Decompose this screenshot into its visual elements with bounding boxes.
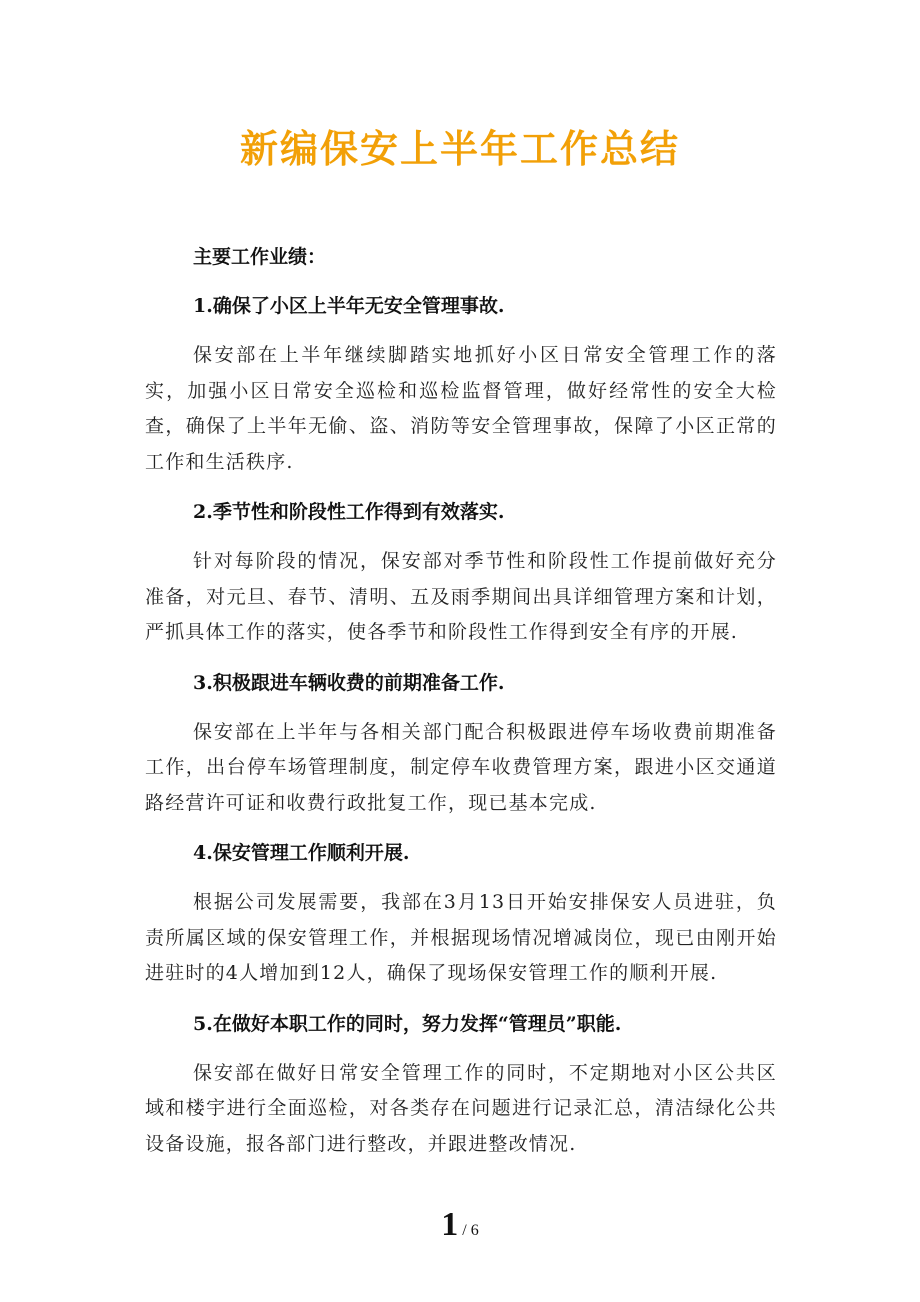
section-heading: 1.确保了小区上半年无安全管理事故.: [193, 295, 505, 317]
section-paragraph: 根据公司发展需要，我部在3月13日开始安排保安人员进驻，负责所属区域的保安管理工作，并根据现场情况增减岗位，现已由刚开始进驻时的4人增加到12人，确保了现场保安管理工作的顺利开展.: [145, 891, 777, 984]
document-body: [145, 240, 777, 1177]
page-total: / 6: [458, 1222, 479, 1239]
section-heading: 主要工作业绩：: [193, 246, 327, 268]
page-number: 1: [441, 1206, 459, 1243]
section-paragraph: 保安部在上半年与各相关部门配合积极跟进停车场收费前期准备工作，出台停车场管理制度，制定停车收费管理方案，跟进小区交通道路经营许可证和收费行政批复工作，现已基本完成.: [145, 720, 777, 814]
section-heading: 5.在做好本职工作的同时，努力发挥“管理员”职能.: [193, 1012, 622, 1035]
section-heading: 2.季节性和阶段性工作得到有效落实.: [193, 501, 505, 523]
section-paragraph: 保安部在做好日常安全管理工作的同时，不定期地对小区公共区域和楼宇进行全面巡检，对各类存在问题进行记录汇总，清洁绿化公共设备设施，报各部门进行整改，并跟进整改情况.: [145, 1061, 777, 1155]
page-footer: [0, 1206, 920, 1244]
document-title: 新编保安上半年工作总结: [239, 126, 680, 171]
section-heading: 3.积极跟进车辆收费的前期准备工作.: [193, 671, 505, 694]
section-paragraph: 针对每阶段的情况，保安部对季节性和阶段性工作提前做好充分准备，对元旦、春节、清明、五及雨季期间出具详细管理方案和计划，严抓具体工作的落实，使各季节和阶段性工作得到安全有序的开展.: [145, 550, 777, 643]
section-paragraph: 保安部在上半年继续脚踏实地抓好小区日常安全管理工作的落实，加强小区日常安全巡检和巡检监督管理，做好经常性的安全大检查，确保了上半年无偷、盗、消防等安全管理事故，保障了小区正常的工作和生活秩序.: [145, 344, 777, 473]
section-heading: 4.保安管理工作顺利开展.: [193, 842, 410, 864]
